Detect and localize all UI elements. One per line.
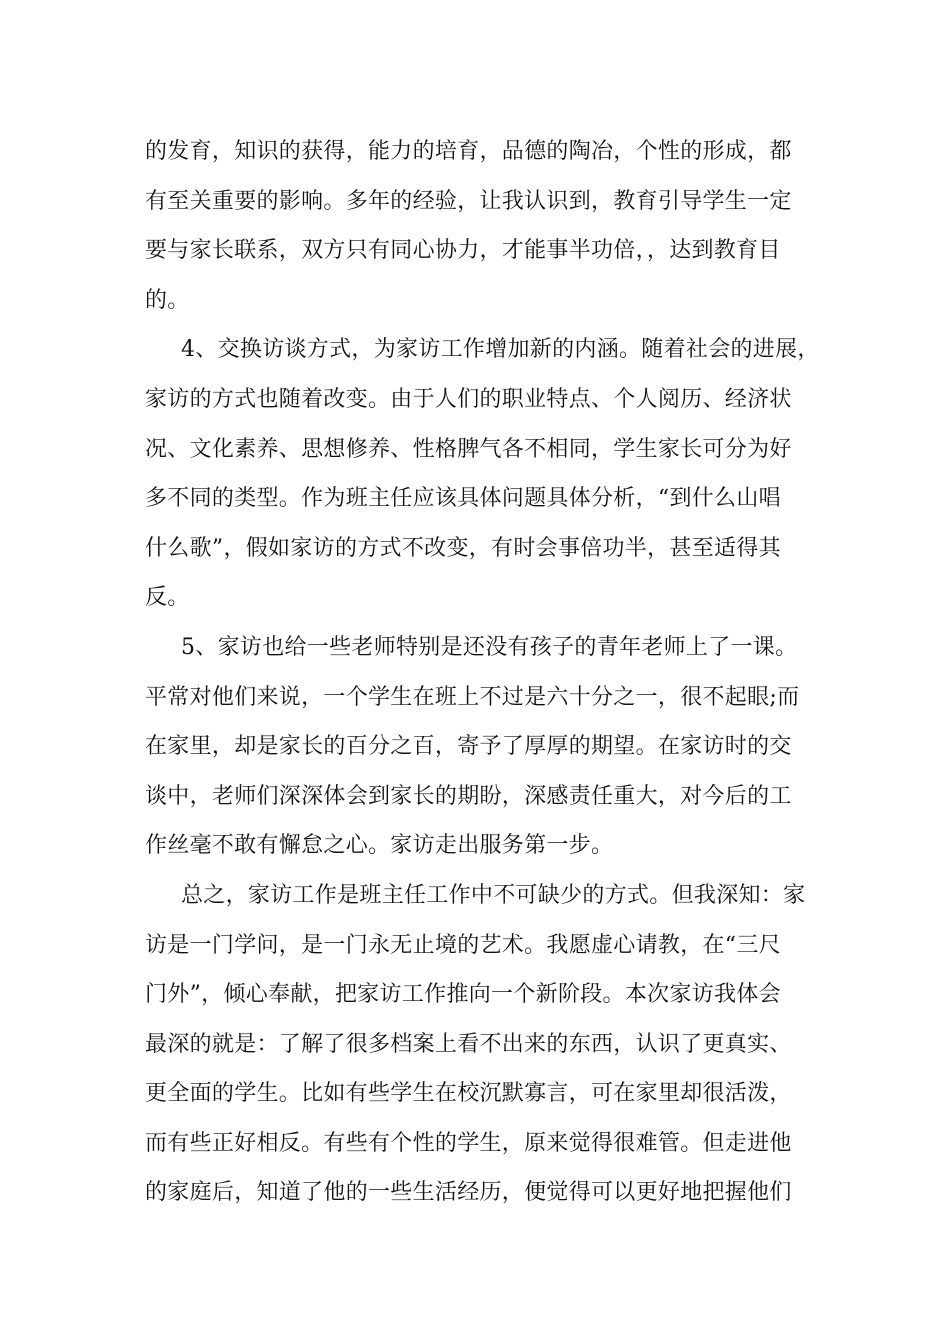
text-line: 况、文化素养、思想修养、性格脾气各不相同，学生家长可分为好 — [145, 436, 792, 462]
text-line: 反。 — [145, 585, 190, 611]
text-line: 门外”，倾心奉献，把家访工作推向一个新阶段。本次家访我体会 — [145, 982, 781, 1008]
text-line: 谈中，老师们深深体会到家长的期盼，深感责任重大，对今后的工 — [145, 783, 792, 809]
text-line: 多不同的类型。作为班主任应该具体问题具体分析，“到什么山唱 — [145, 486, 781, 512]
text-line: 的发育，知识的获得，能力的培育，品德的陶冶，个性的形成，都 — [145, 139, 792, 164]
paragraph-5-first-line: 5、家访也给一些老师特别是还没有孩子的青年老师上了一课。 — [181, 634, 798, 660]
text-line: 家访的方式也随着改变。由于人们的职业特点、个人阅历、经济状 — [145, 386, 792, 412]
text-line: 平常对他们来说，一个学生在班上不过是六十分之一，很不起眼;而 — [145, 684, 800, 710]
text-line: 而有些正好相反。有些有个性的学生，原来觉得很难管。但走进他 — [145, 1130, 792, 1156]
text-line: 作丝毫不敢有懈怠之心。家访走出服务第一步。 — [145, 833, 614, 859]
summary-paragraph-first-line: 总之，家访工作是班主任工作中不可缺少的方式。但我深知：家 — [181, 882, 806, 908]
text-line: 在家里，却是家长的百分之百，寄予了厚厚的期望。在家访时的交 — [145, 734, 792, 760]
document-page — [145, 127, 820, 1218]
paragraph-4-first-line: 4、交换访谈方式，为家访工作增加新的内涵。随着社会的进展， — [181, 337, 820, 363]
text-line: 什么歌”，假如家访的方式不改变，有时会事倍功半，甚至适得其 — [145, 535, 781, 561]
text-line: 的。 — [145, 287, 190, 313]
text-line: 更全面的学生。比如有些学生在校沉默寡言，可在家里却很活泼， — [145, 1081, 792, 1107]
text-line: 最深的就是：了解了很多档案上看不出来的东西，认识了更真实、 — [145, 1031, 792, 1057]
text-line: 有至关重要的影响。多年的经验，让我认识到，教育引导学生一定 — [145, 188, 792, 214]
text-line: 访是一门学问，是一门永无止境的艺术。我愿虚心请教，在“三尺 — [145, 932, 781, 958]
text-line: 的家庭后，知道了他的一些生活经历，便觉得可以更好地把握他们 — [145, 1180, 792, 1206]
text-line: 要与家长联系，双方只有同心协力，才能事半功倍，，达到教育目 — [145, 238, 781, 264]
